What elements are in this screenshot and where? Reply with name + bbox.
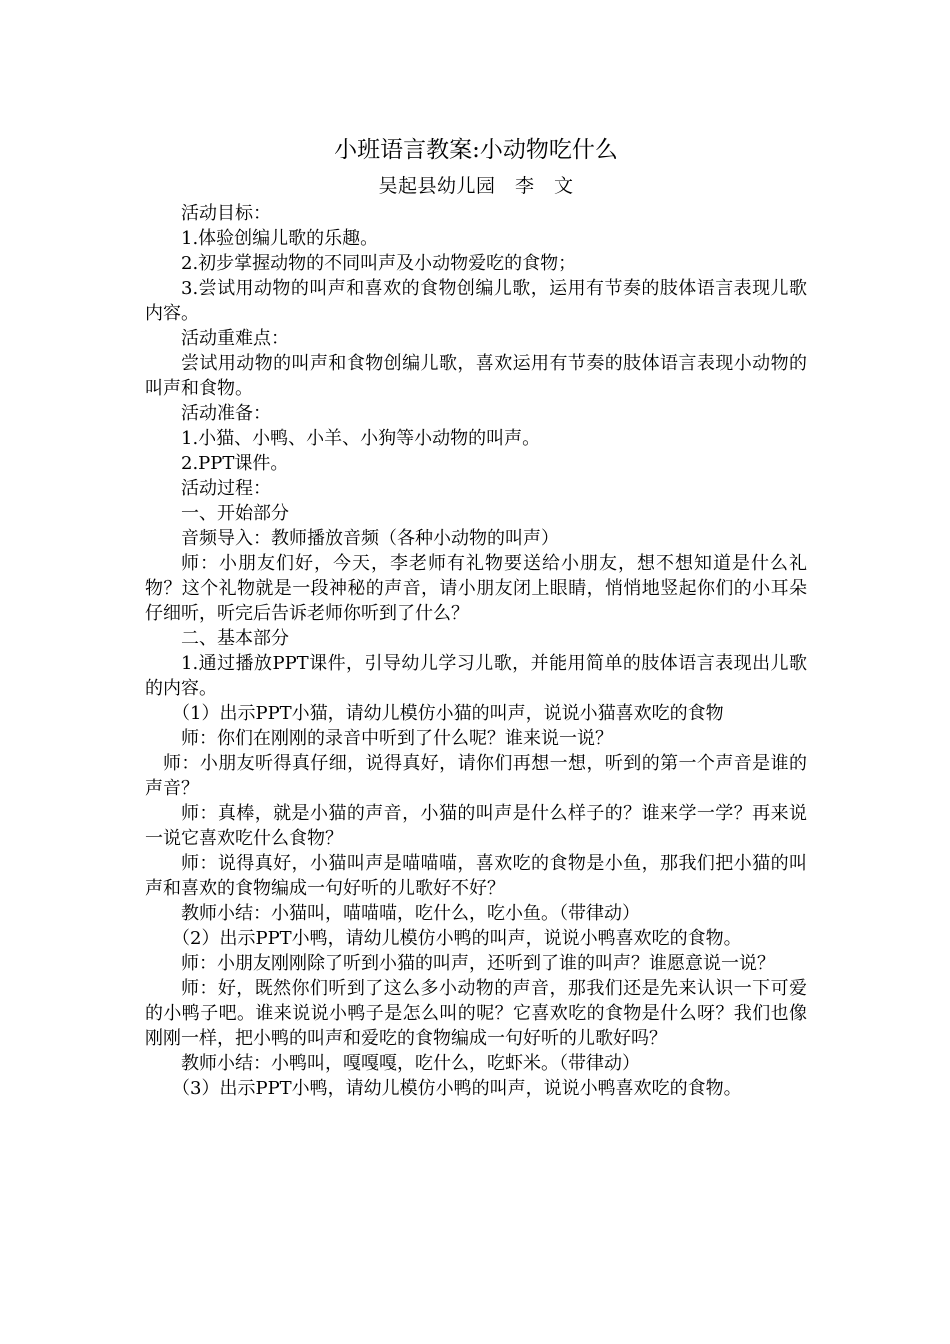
paragraph: 音频导入：教师播放音频（各种小动物的叫声） (181, 528, 559, 549)
paragraph: 尝试用动物的叫声和食物创编儿歌，喜欢运用有节奏的肢体语言表现小动物的叫声和食物。 (145, 353, 807, 399)
paragraph: 师：小朋友们好，今天，李老师有礼物要送给小朋友，想不想知道是什么礼物？这个礼物就是一段神秘的声音，请小朋友闭上眼睛，悄悄地竖起你们的小耳朵仔细听，听完后告诉老师你听到了什么？ (145, 553, 807, 624)
paragraph: 2.PPT课件。 (181, 453, 289, 474)
paragraph: 1.小猫、小鸭、小羊、小狗等小动物的叫声。 (181, 428, 541, 449)
paragraph: 师：小朋友刚刚除了听到小猫的叫声，还听到了谁的叫声？谁愿意说一说？ (181, 953, 775, 974)
paragraph: 教师小结：小鸭叫，嘎嘎嘎，吃什么，吃虾米。（带律动） (181, 1053, 640, 1074)
paragraph: 师：好，既然你们听到了这么多小动物的声音，那我们还是先来认识一下可爱的小鸭子吧。谁来说说小鸭子是怎么叫的呢？它喜欢吃的食物是什么呀？我们也像刚刚一样，把小鸭的叫声和爱吃的食物编成一句好听的儿歌好吗？ (145, 978, 807, 1049)
paragraph: 一、开始部分 (181, 503, 289, 524)
document-author: 吴起县幼儿园 李 文 (378, 175, 574, 197)
paragraph: 师：你们在刚刚的录音中听到了什么呢？谁来说一说？ (181, 728, 613, 749)
paragraph: （1）出示PPT小猫，请幼儿模仿小猫的叫声，说说小猫喜欢吃的食物 (172, 703, 724, 724)
paragraph: （3）出示PPT小鸭，请幼儿模仿小鸭的叫声，说说小鸭喜欢吃的食物。 (172, 1078, 742, 1099)
paragraph: （2）出示PPT小鸭，请幼儿模仿小鸭的叫声，说说小鸭喜欢吃的食物。 (172, 928, 742, 949)
paragraph: 活动目标： (181, 203, 271, 224)
paragraph: 活动过程： (181, 478, 271, 499)
document-body (145, 201, 807, 1101)
paragraph: 1.通过播放PPT课件，引导幼儿学习儿歌，并能用简单的肢体语言表现出儿歌的内容。 (145, 653, 807, 699)
paragraph: 1.体验创编儿歌的乐趣。 (181, 228, 379, 249)
paragraph: 师：真棒，就是小猫的声音，小猫的叫声是什么样子的？谁来学一学？再来说一说它喜欢吃什么食物？ (145, 803, 807, 849)
document-title: 小班语言教案:小动物吃什么 (334, 137, 618, 163)
paragraph: 活动准备： (181, 403, 271, 424)
paragraph: 活动重难点： (181, 328, 289, 349)
paragraph: 教师小结：小猫叫，喵喵喵，吃什么，吃小鱼。（带律动） (181, 903, 640, 924)
paragraph: 2.初步掌握动物的不同叫声及小动物爱吃的食物； (181, 253, 577, 274)
paragraph: 师：说得真好，小猫叫声是喵喵喵，喜欢吃的食物是小鱼，那我们把小猫的叫声和喜欢的食物编成一句好听的儿歌好不好？ (145, 853, 807, 899)
paragraph: 二、基本部分 (181, 628, 289, 649)
paragraph: 师：小朋友听得真仔细，说得真好，请你们再想一想，听到的第一个声音是谁的声音？ (145, 753, 807, 799)
paragraph: 3.尝试用动物的叫声和喜欢的食物创编儿歌，运用有节奏的肢体语言表现儿歌内容。 (145, 278, 807, 324)
document-page (145, 133, 807, 1101)
